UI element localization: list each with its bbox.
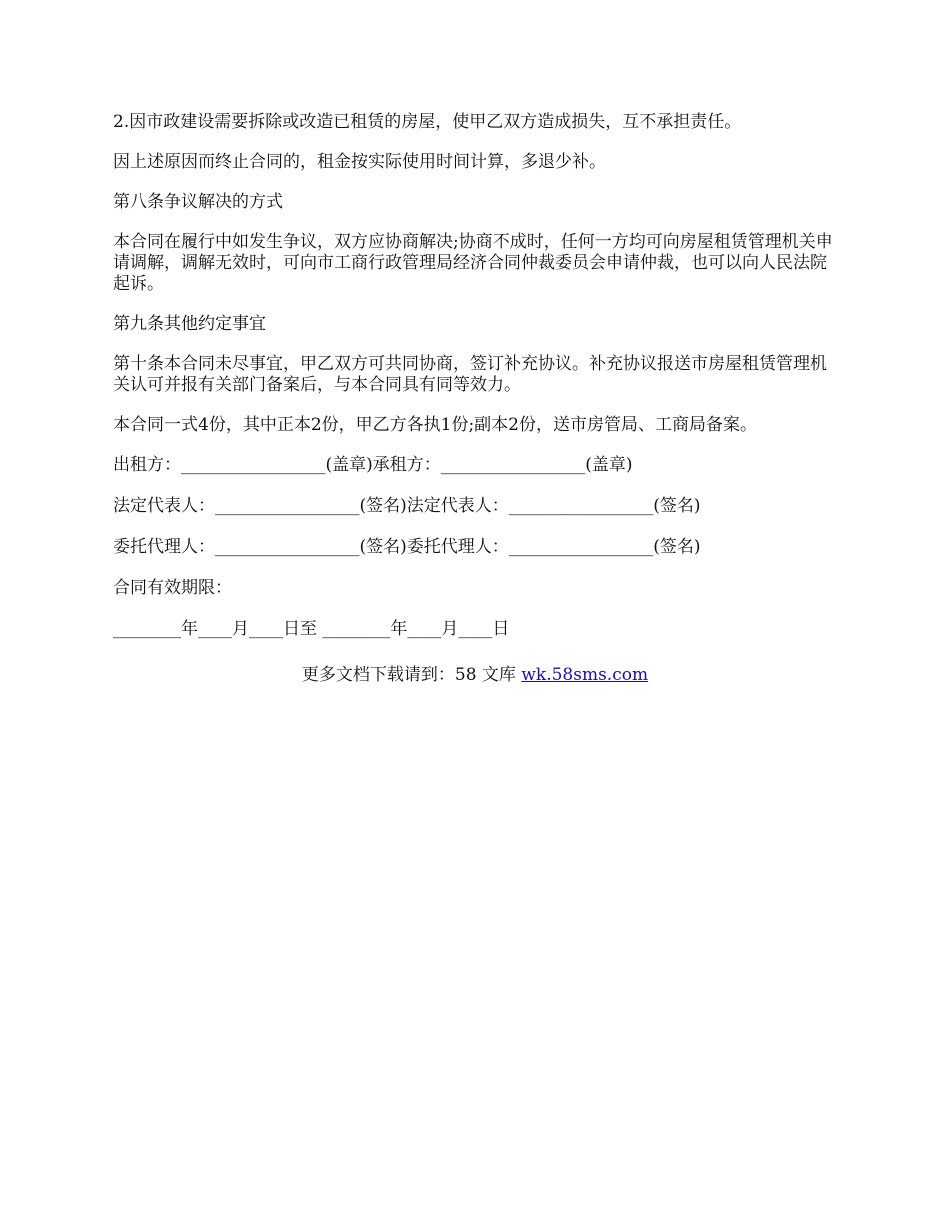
validity-period-dates: ________年____月____日至 ________年____月____日 [113, 619, 510, 639]
section-heading: 第八条争议解决的方式 [113, 192, 283, 212]
footer-link[interactable]: wk.58sms.com [521, 665, 649, 685]
section-heading: 第九条其他约定事宜 [113, 314, 266, 334]
validity-period-label: 合同有效期限： [113, 578, 232, 598]
clause-paragraph: 2.因市政建设需要拆除或改造已租赁的房屋，使甲乙双方造成损失，互不承担责任。 [113, 112, 742, 132]
signature-line-lessor-lessee: 出租方：_________________(盖章)承租方：_________________(盖章) [113, 455, 633, 475]
clause-paragraph: 因上述原因而终止合同的，租金按实际使用时间计算，多退少补。 [113, 152, 606, 172]
footer-prefix: 更多文档下载请到：58 文库 [301, 665, 522, 685]
signature-line-authorized-agent: 委托代理人：_________________(签名)委托代理人：_________________(签名) [113, 537, 701, 557]
clause-paragraph: 第十条本合同未尽事宜，甲乙双方可共同协商，签订补充协议。补充协议报送市房屋租赁管理机关认可并报有关部门备案后，与本合同具有同等效力。 [113, 354, 827, 395]
document-body [113, 112, 843, 659]
clause-paragraph: 本合同一式4份，其中正本2份，甲乙方各执1份;副本2份，送市房管局、工商局备案。 [113, 415, 757, 435]
signature-line-legal-representative: 法定代表人：_________________(签名)法定代表人：_________________(签名) [113, 496, 701, 516]
clause-paragraph: 本合同在履行中如发生争议，双方应协商解决;协商不成时，任何一方均可向房屋租赁管理机关申请调解，调解无效时，可向市工商行政管理局经济合同仲裁委员会申请仲裁，也可以向人民法院起诉。 [113, 232, 833, 294]
download-footer [0, 665, 950, 686]
